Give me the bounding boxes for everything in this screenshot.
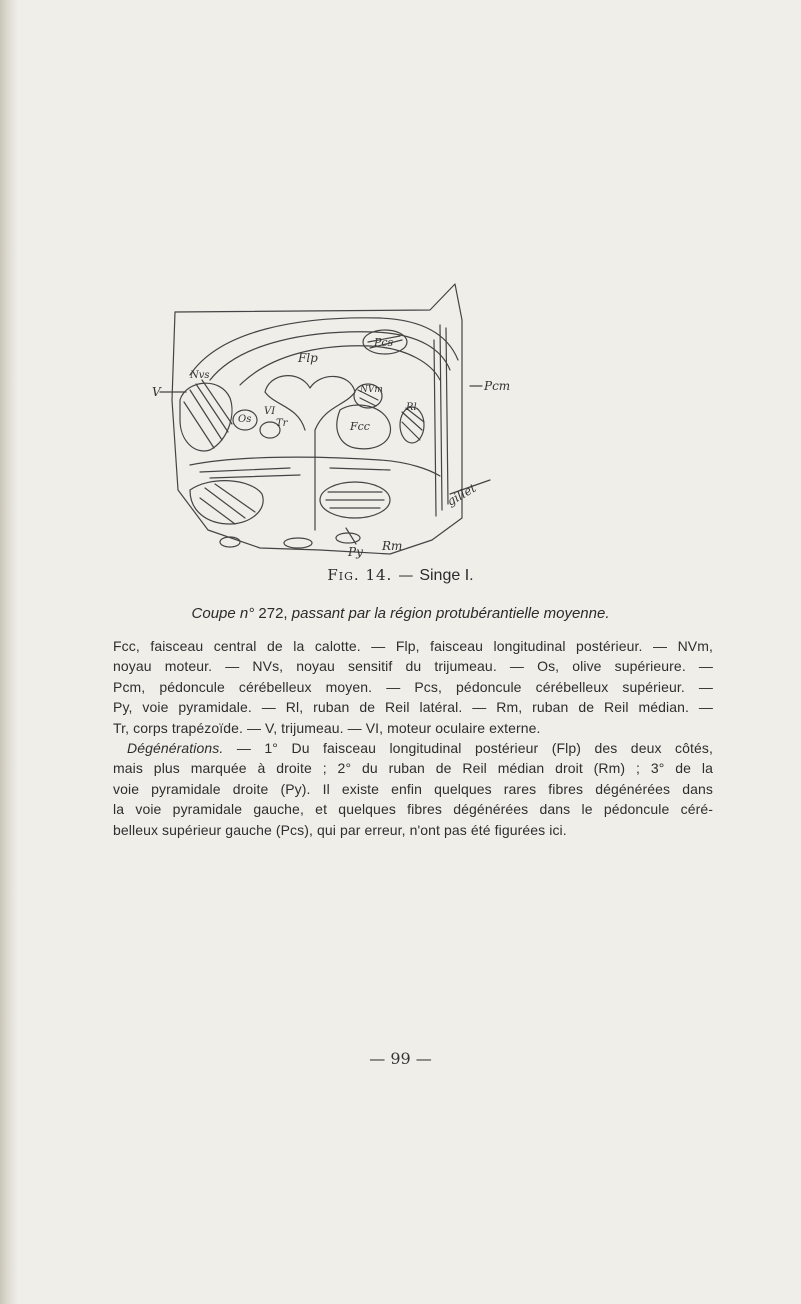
subtitle-post: passant par la région protubérantielle moyenne. bbox=[291, 605, 610, 622]
degenerations-line: la voie pyramidale gauche, et quelques fibres dégénérées dans le pédoncule céré- bbox=[113, 801, 713, 818]
lower-small-oval-left bbox=[220, 537, 240, 547]
species-label: Singe I. bbox=[419, 567, 474, 584]
figure-number: Fig. 14. bbox=[327, 566, 393, 584]
left-nuclei-outline bbox=[180, 383, 232, 451]
py-pointer bbox=[346, 528, 356, 544]
label-pcm: Pcm bbox=[484, 379, 511, 393]
upper-arc-outer bbox=[190, 318, 458, 375]
subtitle-pre: Coupe n° bbox=[191, 605, 255, 622]
lower-small-oval-mid bbox=[284, 538, 312, 548]
page-edge-shadow bbox=[0, 0, 18, 1304]
degenerations-first-text: — 1° Du faisceau longitudinal postérieur (Flp) des deux côtés, bbox=[236, 740, 713, 757]
degenerations-line: voie pyramidale droite (Py). Il existe enfin quelques rares fibres dégénérées dans bbox=[113, 780, 713, 797]
section-subtitle bbox=[0, 605, 801, 622]
label-tr: Tr bbox=[276, 418, 288, 429]
label-fcc: Fcc bbox=[350, 420, 370, 433]
brain-section-diagram bbox=[150, 280, 520, 570]
caption-dash: — bbox=[398, 566, 414, 584]
label-nvs: Nvs bbox=[190, 370, 210, 381]
legend-line: Pcm, pédoncule cérébelleux moyen. — Pcs, pédoncule cérébelleux supérieur. — bbox=[113, 678, 713, 695]
fourth-ventricle bbox=[265, 376, 355, 530]
degenerations-line: mais plus marquée à droite ; 2° du ruban de Reil médian droit (Rm) ; 3° de la bbox=[113, 760, 713, 777]
label-flp: Flp bbox=[298, 351, 318, 365]
right-lateral-fibres bbox=[434, 325, 448, 516]
page-number: — 99 — bbox=[369, 1049, 432, 1068]
upper-arc-inner bbox=[240, 346, 440, 385]
legend-text bbox=[113, 636, 713, 840]
legend-line: noyau moteur. — NVs, noyau sensitif du trijumeau. — Os, olive supérieure. — bbox=[113, 658, 713, 675]
label-rl: Rl bbox=[406, 402, 417, 413]
degenerations-line: belleux supérieur gauche (Pcs), qui par erreur, n'ont pas été figurées ici. bbox=[113, 821, 567, 838]
legend-line: Tr, corps trapézoïde. — V, trijumeau. — VI, moteur oculaire externe. bbox=[113, 719, 541, 736]
label-py: Py bbox=[348, 545, 363, 559]
legend-line: Fcc, faisceau central de la calotte. — Flp, faisceau longitudinal postérieur. — NVm, bbox=[113, 638, 713, 654]
label-rm: Rm bbox=[382, 539, 403, 553]
right-pyramid-hatch bbox=[326, 492, 384, 508]
degenerations-first-line bbox=[113, 738, 713, 758]
label-gillet: gillet bbox=[444, 480, 479, 509]
lower-small-oval-right bbox=[336, 533, 360, 543]
left-pyramid-hatch bbox=[200, 484, 255, 524]
figure-14-drawing bbox=[150, 280, 520, 570]
section-number: 272, bbox=[258, 605, 288, 622]
degenerations-label: Dégénérations. bbox=[127, 740, 224, 757]
trapezoid-lines bbox=[200, 468, 390, 478]
figure-caption bbox=[0, 566, 801, 585]
legend-line: Py, voie pyramidale. — Rl, ruban de Reil latéral. — Rm, ruban de Reil médian. — bbox=[113, 699, 713, 716]
label-pcs: Pcs bbox=[374, 336, 394, 349]
label-vi: VI bbox=[264, 406, 276, 417]
label-v: V bbox=[152, 385, 161, 399]
label-nvm: NVm bbox=[360, 385, 383, 395]
upper-arc-mid bbox=[210, 332, 450, 380]
label-os: Os bbox=[238, 414, 252, 425]
